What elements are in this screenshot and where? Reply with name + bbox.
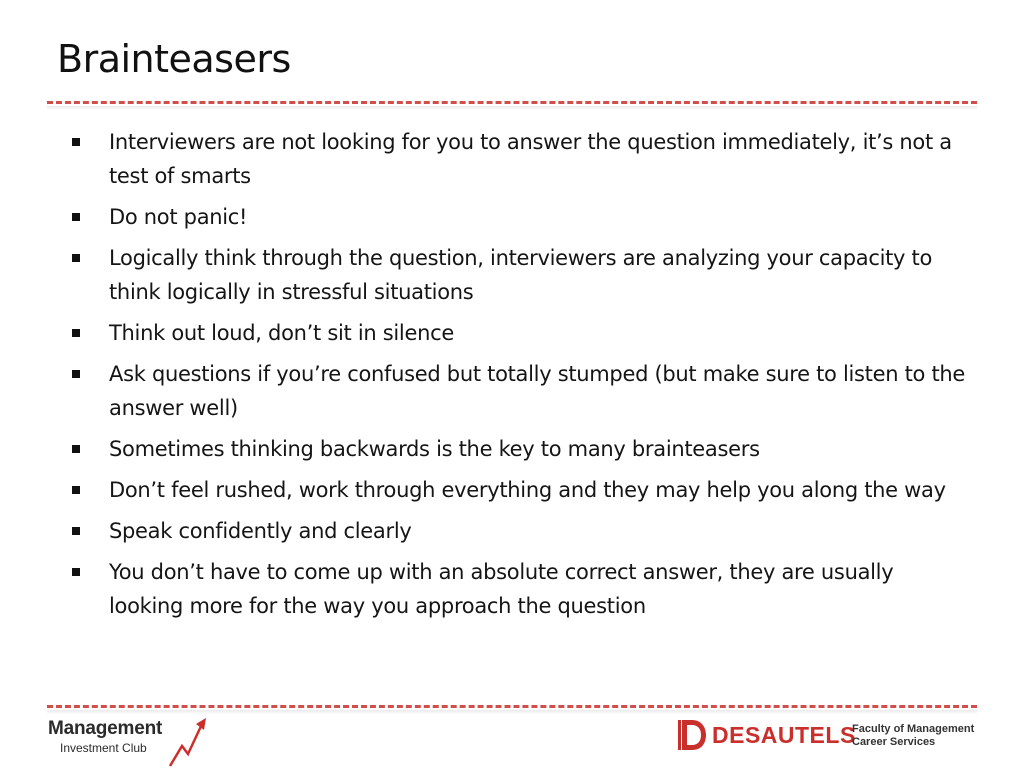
square-bullet-icon [72,254,80,262]
slide-title: Brainteasers [57,37,291,81]
square-bullet-icon [72,445,80,453]
management-investment-club-logo [48,716,208,766]
bottom-divider-shadow [47,710,977,714]
top-divider-shadow [47,106,977,110]
list-item: Speak confidently and clearly [72,514,972,548]
list-item: Think out loud, don’t sit in silence [72,316,972,350]
desautels-mark-icon [678,718,708,752]
list-item: Interviewers are not looking for you to answer the question immediately, it’s not a test of smarts [72,125,972,193]
logo-text-management: Management [48,718,163,739]
desautels-wordmark: DESAUTELS [712,722,856,748]
square-bullet-icon [72,370,80,378]
square-bullet-icon [72,138,80,146]
top-dashed-divider [47,101,977,104]
square-bullet-icon [72,486,80,494]
square-bullet-icon [72,329,80,337]
square-bullet-icon [72,527,80,535]
list-item: Do not panic! [72,200,972,234]
square-bullet-icon [72,213,80,221]
bottom-dashed-divider [47,705,977,708]
list-item: Ask questions if you’re confused but totally stumped (but make sure to listen to the answer well) [72,357,972,425]
list-item: Logically think through the question, interviewers are analyzing your capacity to think logically in stressful situations [72,241,972,309]
list-item: Don’t feel rushed, work through everything and they may help you along the way [72,473,972,507]
logo-text-investment-club: Investment Club [60,741,147,755]
faculty-text [852,723,974,749]
list-item: Sometimes thinking backwards is the key to many brainteasers [72,432,972,466]
faculty-line: Faculty of Management [852,723,975,735]
career-services-line: Career Services [852,736,936,748]
list-item: You don’t have to come up with an absolute correct answer, they are usually looking more for the way you approach the question [72,555,972,623]
bullet-list [72,125,972,630]
desautels-logo [678,716,978,756]
square-bullet-icon [72,568,80,576]
rising-arrow-icon [168,716,208,768]
